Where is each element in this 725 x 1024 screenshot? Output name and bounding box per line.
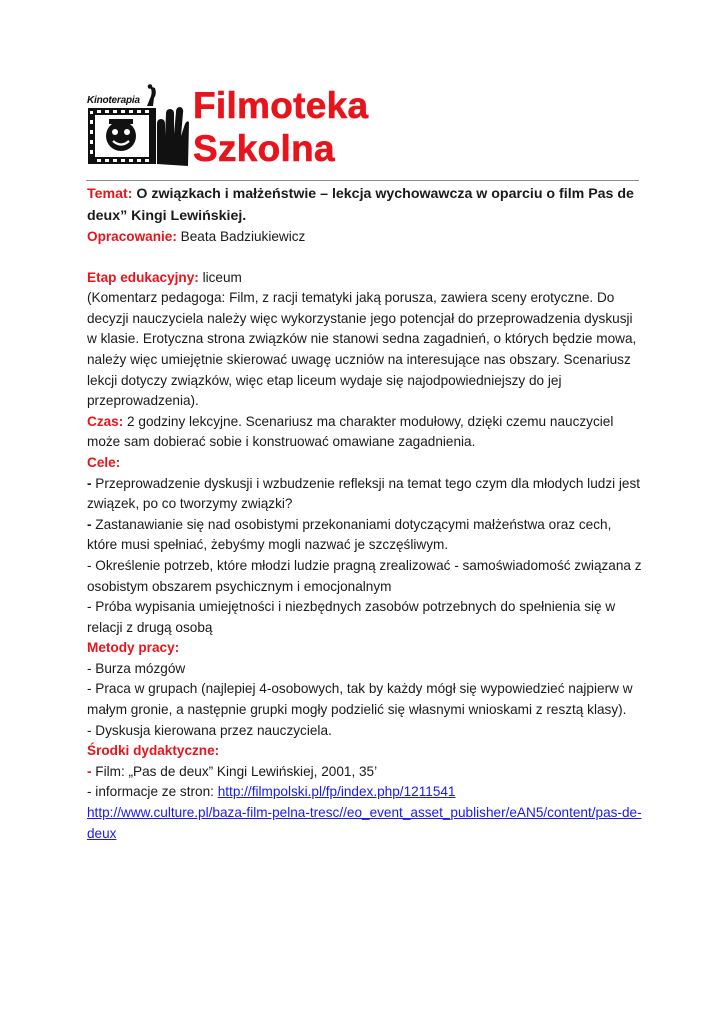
filmoteka-szkolna-logo xyxy=(87,84,387,170)
resource-film xyxy=(87,762,643,783)
stage-paragraph xyxy=(87,268,643,289)
stage-comment: (Komentarz pedagoga: Film, z racji tematyki jaką porusza, zawiera sceny erotyczne. Do decyzji nauczyciela należy więc wykorzystanie jego potencjał do przeprowadzenia dyskusji w klasie. Erotyczna strona związków nie stanowi sedna zagadnień, o których będzie mowa, należy więc umiejętnie skierować uwagę uczniów na interesujące nas obszary. Scenariusz lekcji dotyczy związków, więc etap liceum wydaje się najodpowiedniejszy do jej przeprowadzenia). xyxy=(87,290,637,409)
author-name: Beata Badziukiewicz xyxy=(176,229,306,244)
logo-title-szkolna: Szkolna xyxy=(193,128,335,169)
goal-dash: - xyxy=(87,475,92,491)
goals-label: Cele: xyxy=(87,454,121,470)
time-text: godziny lekcyjne. Scenariusz ma charakter modułowy, dzięki czemu nauczyciel może sam dobierać sobie i konstruować omawiane zagadnienia. xyxy=(87,413,614,450)
resources-label: Środki dydaktyczne: xyxy=(87,743,220,759)
topic-text: O związkach i małżeństwie – lekcja wychowawcza w oparciu o film Pas de deux” Kingi Lewińskiej. xyxy=(87,186,634,224)
spacer xyxy=(87,248,643,268)
header-divider xyxy=(86,180,639,181)
resource-film-text: Film: „Pas de deux” Kingi Lewińskiej, 2001, 35’ xyxy=(91,763,378,779)
resource-dash: - xyxy=(87,763,92,779)
logo-title-filmoteka: Filmoteka xyxy=(193,85,369,126)
goal-item xyxy=(87,515,643,556)
time-value: 2 xyxy=(123,413,135,429)
resource-culture-paragraph xyxy=(87,803,643,844)
time-paragraph xyxy=(87,412,643,453)
topic-label: Temat: xyxy=(87,186,133,202)
method-item: - Dyskusja kierowana przez nauczyciela. xyxy=(87,722,332,738)
filmpolski-link[interactable]: http://filmpolski.pl/fp/index.php/1211541 xyxy=(217,784,456,800)
goal-text: Przeprowadzenie dyskusji i wzbudzenie refleksji na temat tego czym dla młodych ludzi jest związek, po co tworzymy związki? xyxy=(87,475,641,512)
goal-item: - Próba wypisania umiejętności i niezbędnych zasobów potrzebnych do spełnienia się w relacji z drugą osobą xyxy=(87,599,616,635)
stage-value: liceum xyxy=(198,269,242,285)
lesson-plan-content xyxy=(87,184,643,844)
method-item: - Burza mózgów xyxy=(87,660,186,676)
methods-label: Metody pracy: xyxy=(87,640,180,656)
author-paragraph xyxy=(87,227,643,248)
author-label: Opracowanie: xyxy=(87,229,177,244)
stage-label: Etap edukacyjny: xyxy=(87,269,199,285)
kinoterapia-text: Kinoterapia xyxy=(87,95,140,106)
resource-info xyxy=(87,782,643,803)
resource-info-text: - informacje ze stron: xyxy=(87,784,218,800)
goal-item xyxy=(87,474,643,515)
culture-pl-link[interactable]: http://www.culture.pl/baza-film-pelna-tresc//eo_event_asset_publisher/eAN5/content/pas-de-deux xyxy=(87,805,642,841)
time-label: Czas: xyxy=(87,413,124,429)
topic-paragraph xyxy=(87,184,643,227)
method-item: - Praca w grupach (najlepiej 4-osobowych, tak by każdy mógł się wypowiedzieć najpierw w małym gronie, a następnie grupki mogły podzielić się własnymi wnioskami z resztą klasy). xyxy=(87,681,633,718)
goal-item: - Określenie potrzeb, które młodzi ludzie pragną zrealizować - samoświadomość związana z osobistym obszarem psychicznym i emocjonalnym xyxy=(87,557,642,594)
goal-dash: - xyxy=(87,516,92,532)
goal-text: Zastanawianie się nad osobistymi przekonaniami dotyczącymi małżeństwa oraz cech, które musi spełniać, żebyśmy mogli nazwać je szczęśliwym. xyxy=(87,516,612,553)
